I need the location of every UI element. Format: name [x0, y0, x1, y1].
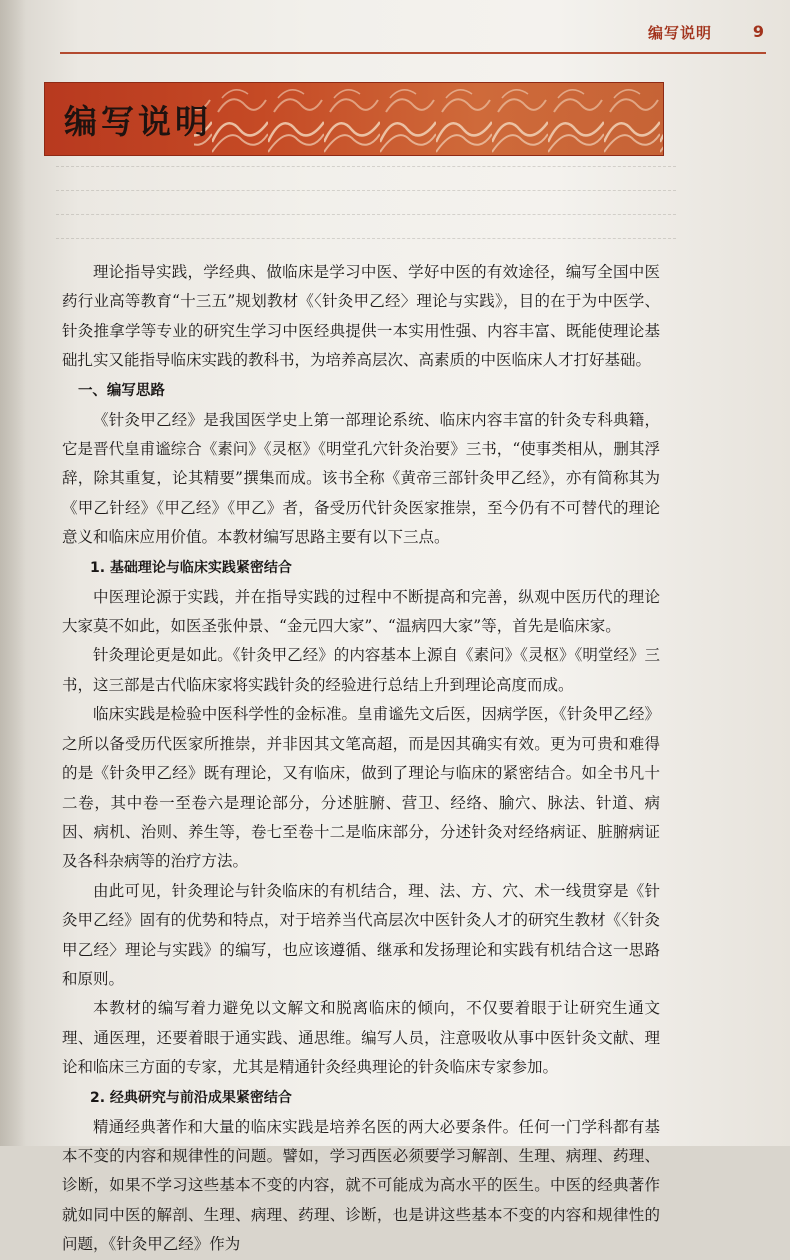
body-paragraph: 中医理论源于实践，并在指导实践的过程中不断提高和完善，纵观中医历代的理论大家莫不如此，如医圣张仲景、“金元四大家”、“温病四大家”等，首先是临床家。: [62, 587, 660, 636]
body-paragraph: 针灸理论更是如此。《针灸甲乙经》的内容基本上源自《素问》《灵枢》《明堂经》三书，这三部是古代临床家将实践针灸的经验进行总结上升到理论高度而成。: [62, 646, 660, 694]
header-rule: [60, 52, 766, 54]
body-text: [62, 258, 660, 1260]
body-paragraph: 本教材的编写着力避免以文解文和脱离临床的倾向，不仅要着眼于让研究生通文理、通医理，还要着眼于通实践、通思维。编写人员，注意吸收从事中医针灸文献、理论和临床三方面的专家，尤其是精通针灸经典理论的针灸临床专家参加。: [62, 999, 660, 1077]
section-title-banner: [44, 82, 664, 156]
intro-paragraph: 理论指导实践，学经典、做临床是学习中医、学好中医的有效途径，编写全国中医药行业高等教育“十三五”规划教材《〈针灸甲乙经〉理论与实践》，目的在于为中医学、针灸推拿学等专业的研究生学习中医经典提供一本实用性强、内容丰富、既能使理论基础扎实又能指导临床实践的教科书，为培养高层次、高素质的中医临床人才打好基础。: [62, 263, 660, 370]
body-paragraph: 由此可见，针灸理论与针灸临床的有机结合，理、法、方、穴、术一线贯穿是《针灸甲乙经》固有的优势和特点，对于培养当代高层次中医针灸人才的研究生教材《〈针灸甲乙经〉理论与实践》的编写，也应该遵循、继承和发扬理论和实践有机结合这一思路和原则。: [62, 881, 660, 988]
body-paragraph: 临床实践是检验中医科学性的金标准。皇甫谧先文后医，因病学医，《针灸甲乙经》之所以备受历代医家所推崇，并非因其文笔高超，而是因其确实有效。更为可贵和难得的是《针灸甲乙经》既有理论，又有临床，做到了理论与临床的紧密结合。如全书凡十二卷，其中卷一至卷六是理论部分，分述脏腑、营卫、经络、腧穴、脉法、针道、病因、病机、治则、养生等，卷七至卷十二是临床部分，分述针灸对经络病证、脏腑病证及各科杂病等的治疗方法。: [62, 705, 660, 871]
show-through-line: [56, 214, 676, 216]
show-through-line: [56, 238, 676, 240]
show-through-line: [56, 190, 676, 192]
running-header: [0, 22, 790, 44]
section-paragraph: 《针灸甲乙经》是我国医学史上第一部理论系统、临床内容丰富的针灸专科典籍，它是晋代皇甫谧综合《素问》《灵枢》《明堂孔穴针灸治要》三书，“使事类相从，删其浮辞，除其重复，论其精要”撰集而成。该书全称《黄帝三部针灸甲乙经》，亦有简称其为《甲乙针经》《甲乙经》《甲乙》者，备受历代针灸医家推崇，至今仍有不可替代的理论意义和临床应用价值。本教材编写思路主要有以下三点。: [62, 410, 660, 547]
subsection-heading: 2. 经典研究与前沿成果紧密结合: [90, 1089, 292, 1106]
body-paragraph: 精通经典著作和大量的临床实践是培养名医的两大必要条件。任何一门学科都有基本不变的内容和规律性的问题。譬如，学习西医必须要学习解剖、生理、病理、药理、诊断，如果不学习这些基本不变的内容，就不可能成为高水平的医生。中医的经典著作就如同中医的解剖、生理、病理、药理、诊断，也是讲这些基本不变的内容和规律性的问题，《针灸甲乙经》作为: [62, 1117, 660, 1254]
page-gutter-shadow: [0, 0, 26, 1146]
subsection-heading: 1. 基础理论与临床实践紧密结合: [90, 559, 292, 576]
show-through-line: [56, 166, 676, 168]
page-number: 9: [752, 22, 764, 41]
banner-title: 编写说明: [64, 102, 212, 141]
running-header-title: 编写说明: [647, 24, 712, 42]
section-heading: 一、编写思路: [77, 382, 165, 399]
